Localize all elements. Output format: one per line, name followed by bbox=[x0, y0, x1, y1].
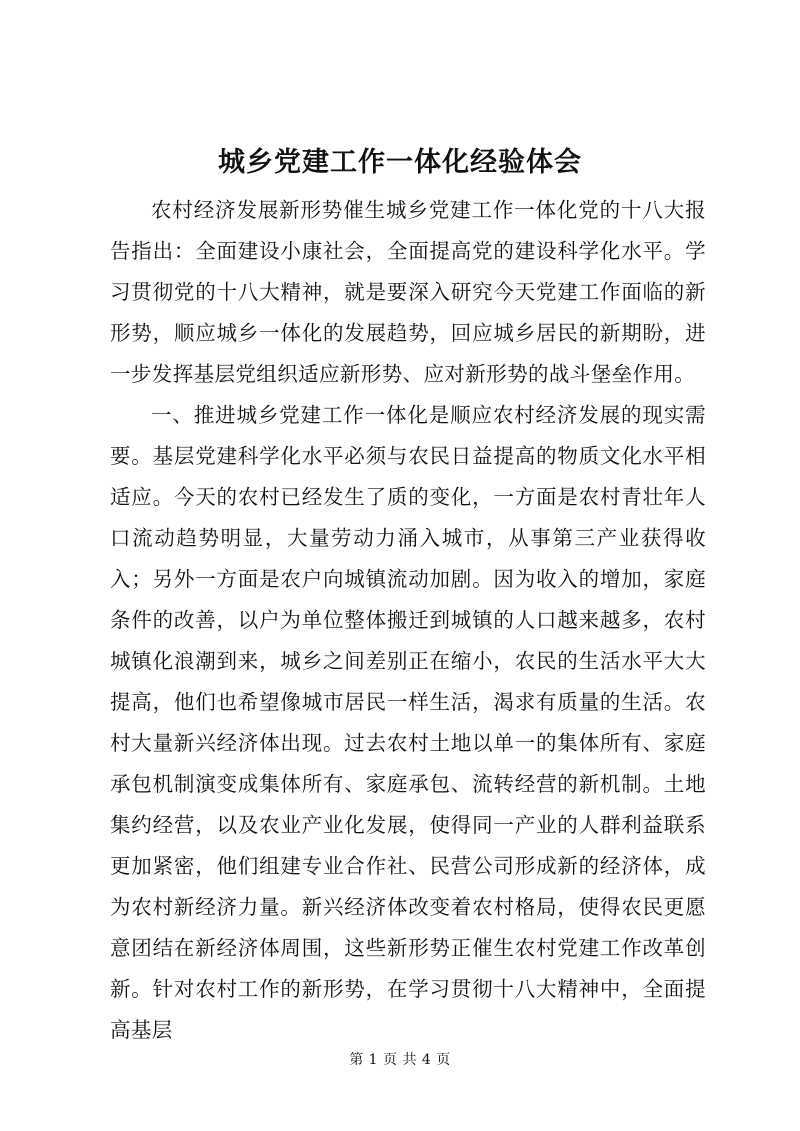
paragraph-intro: 农村经济发展新形势催生城乡党建工作一体化党的十八大报告指出：全面建设小康社会，全面提高党的建设科学化水平。学习贯彻党的十八大精神，就是要深入研究今天党建工作面临的新形势，顺应城乡一体化的发展趋势，回应城乡居民的新期盼，进一步发挥基层党组织适应新形势、应对新形势的战斗堡垒作用。 bbox=[110, 198, 706, 386]
document-body bbox=[110, 190, 706, 1051]
document-title: 城乡党建工作一体化经验体会 bbox=[218, 147, 582, 178]
page-footer: 第 1 页 共 4 页 bbox=[349, 1052, 451, 1068]
paragraph-section-1: 一、推进城乡党建工作一体化是顺应农村经济发展的现实需要。基层党建科学化水平必须与农民日益提高的物质文化水平相适应。今天的农村已经发生了质的变化，一方面是农村青壮年人口流动趋势明显，大量劳动力涌入城市，从事第三产业获得收入；另外一方面是农户向城镇流动加剧。因为收入的增加，家庭条件的改善，以户为单位整体搬迁到城镇的人口越来越多，农村城镇化浪潮到来，城乡之间差别正在缩小，农民的生活水平大大提高，他们也希望像城市居民一样生活，渴求有质量的生活。农村大量新兴经济体出现。过去农村土地以单一的集体所有、家庭承包机制演变成集体所有、家庭承包、流转经营的新机制。土地集约经营，以及农业产业化发展，使得同一产业的人群利益联系更加紧密，他们组建专业合作社、民营公司形成新的经济体，成为农村新经济力量。新兴经济体改变着农村格局，使得农民更愿意团结在新经济体周围，这些新形势正催生农村党建工作改革创新。针对农村工作的新形势，在学习贯彻十八大精神中，全面提高基层 bbox=[110, 403, 706, 1042]
